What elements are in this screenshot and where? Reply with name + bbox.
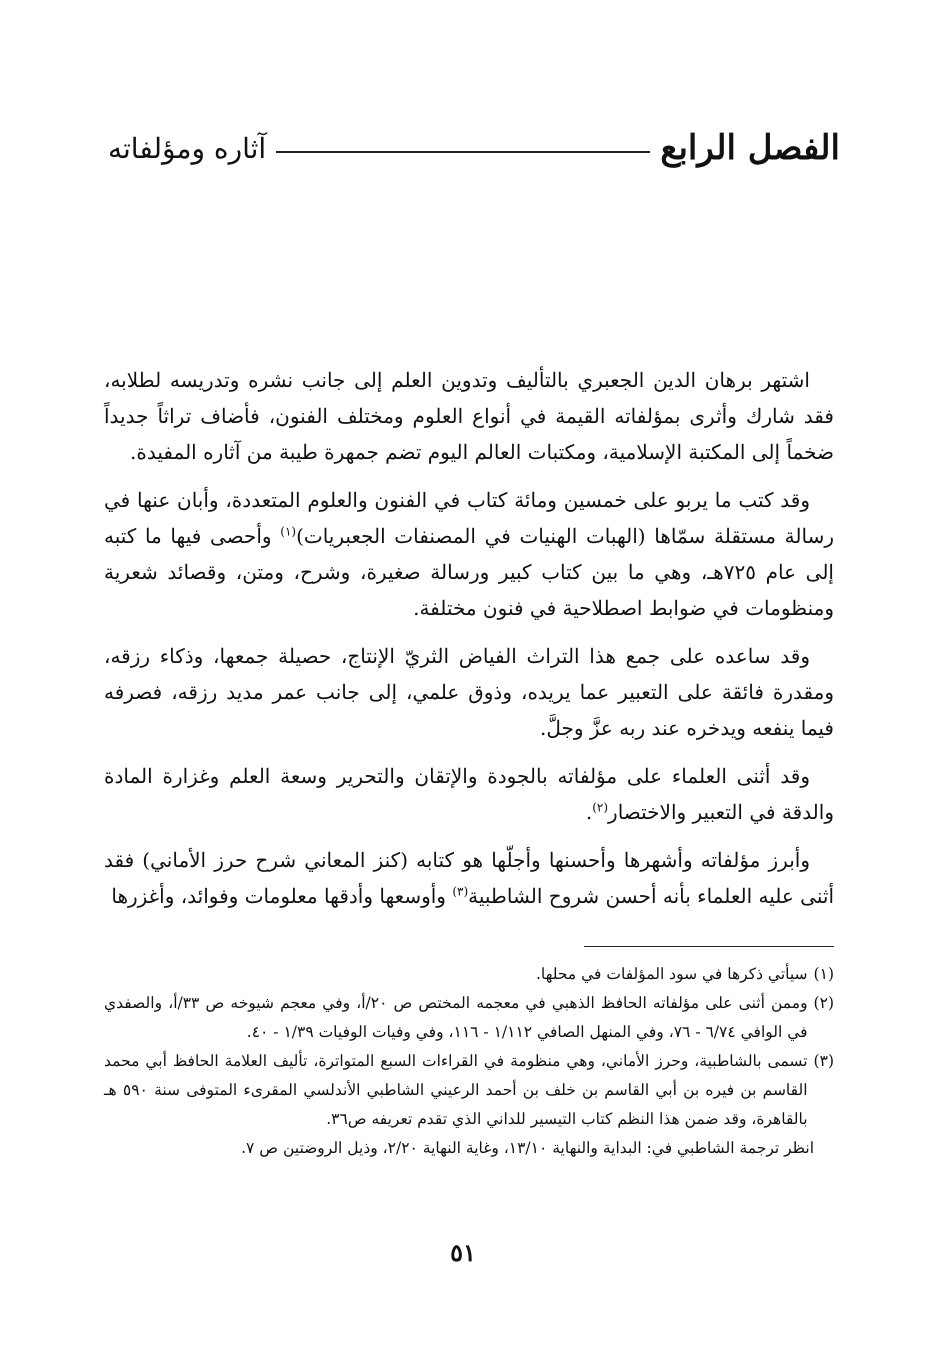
footnote-ref-2: (٢)	[592, 800, 609, 815]
paragraph-4-text: وقد أثنى العلماء على مؤلفاته بالجودة والإتقان والتحرير وسعة العلم وغزارة المادة والدقة في التعبير والاختصار	[104, 764, 834, 824]
footnote-3	[104, 1047, 834, 1134]
paragraph-4	[104, 758, 834, 830]
footnote-1	[104, 960, 834, 989]
footnote-ref-1: (١)	[280, 524, 297, 539]
page-number: ٥١	[450, 1238, 476, 1267]
footnote-separator	[584, 946, 834, 947]
footnote-3-text: تسمى بالشاطبية، وحرز الأماني، وهي منظومة في القراءات السبع المتواترة، تأليف العلامة الحافظ أبي محمد القاسم بن فيره بن أبي القاسم بن خلف بن أحمد الرعيني الشاطبي الأندلسي المقرىء المتوفى سنة ٥٩٠ هـ بالقاهرة، وقد ضمن هذا النظم كتاب التيسير للداني الذي تقدم تعريفه ص٣٦.	[104, 1052, 808, 1128]
paragraph-5-text-a: وأبرز مؤلفاته وأشهرها وأحسنها وأجلّها هو كتابه (كنز المعاني شرح حرز الأماني) فقد أثنى عليه العلماء بأنه أحسن شروح الشاطبية	[104, 848, 834, 908]
paragraph-1-text: اشتهر برهان الدين الجعبري بالتأليف وتدوين العلم إلى جانب نشره وتدريسه لطلابه، فقد شارك وأثرى بمؤلفاته القيمة في أنواع العلوم ومختلف الفنون، فأضاف تراثاً جديداً ضخماً إلى المكتبة الإسلامية، ومكتبات العالم اليوم تضم جمهرة طيبة من آثاره المفيدة.	[104, 368, 834, 464]
paragraph-2-text-a: وقد كتب ما يربو على خمسين ومائة كتاب في الفنون والعلوم المتعددة، وأبان عنها في رسالة مستقلة سمّاها (الهبات الهنيات في المصنفات الجعبريات)	[104, 488, 835, 548]
paragraph-4-period: .	[585, 800, 593, 824]
paragraph-2-text-b: وأحصى فيها ما كتبه إلى عام ٧٢٥هـ، وهي ما بين كتاب كبير ورسالة صغيرة، وشرح، ومتن، وقصائد شعرية ومنظومات في ضوابط اصطلاحية في فنون مختلفة.	[104, 524, 834, 620]
header-rule	[276, 151, 650, 153]
footnote-2-number: (٢)	[813, 994, 834, 1012]
footnote-3-continuation: انظر ترجمة الشاطبي في: البداية والنهاية ١٣/١٠، وغاية النهاية ٢/٢٠، وذيل الروضتين ص ٧.	[241, 1139, 814, 1157]
paragraph-3	[104, 638, 834, 746]
footnote-2-text: وممن أثنى على مؤلفاته الحافظ الذهبي في معجمه المختص ص ٢٠/أ، وفي معجم شيوخه ص ٣٣/أ، والصفدي في الوافي ٦/٧٤ - ٧٦، وفي المنهل الصافي ١/١١٢ - ١١٦، وفي وفيات الوفيات ١/٣٩ - ٤٠.	[104, 994, 808, 1041]
paragraph-3-text: وقد ساعده على جمع هذا التراث الفياض الثريّ الإنتاج، حصيلة جمعها، وذكاء رزقه، ومقدرة فائقة على التعبير عما يريده، وذوق علمي، إلى جانب عمر مديد رزقه، فصرفه فيما ينفعه ويدخره عند ربه عزَّ وجلَّ.	[104, 644, 834, 740]
footnotes	[104, 960, 834, 1163]
chapter-title: الفصل الرابع	[660, 128, 840, 168]
footnote-1-number: (١)	[813, 965, 834, 983]
section-title: آثاره ومؤلفاته	[108, 131, 267, 165]
paragraph-5-text-b: وأوسعها وأدقها معلومات وفوائد، وأغزرها	[111, 884, 446, 908]
paragraph-5	[104, 842, 834, 914]
main-text	[104, 362, 834, 926]
footnote-1-text: سيأتي ذكرها في سود المؤلفات في محلها.	[535, 965, 808, 983]
footnote-ref-3: (٣)	[452, 884, 469, 899]
paragraph-1	[104, 362, 834, 470]
paragraph-2	[104, 482, 834, 626]
footnote-3-number: (٣)	[813, 1052, 834, 1070]
page-header	[108, 118, 840, 178]
footnote-2	[104, 989, 834, 1047]
